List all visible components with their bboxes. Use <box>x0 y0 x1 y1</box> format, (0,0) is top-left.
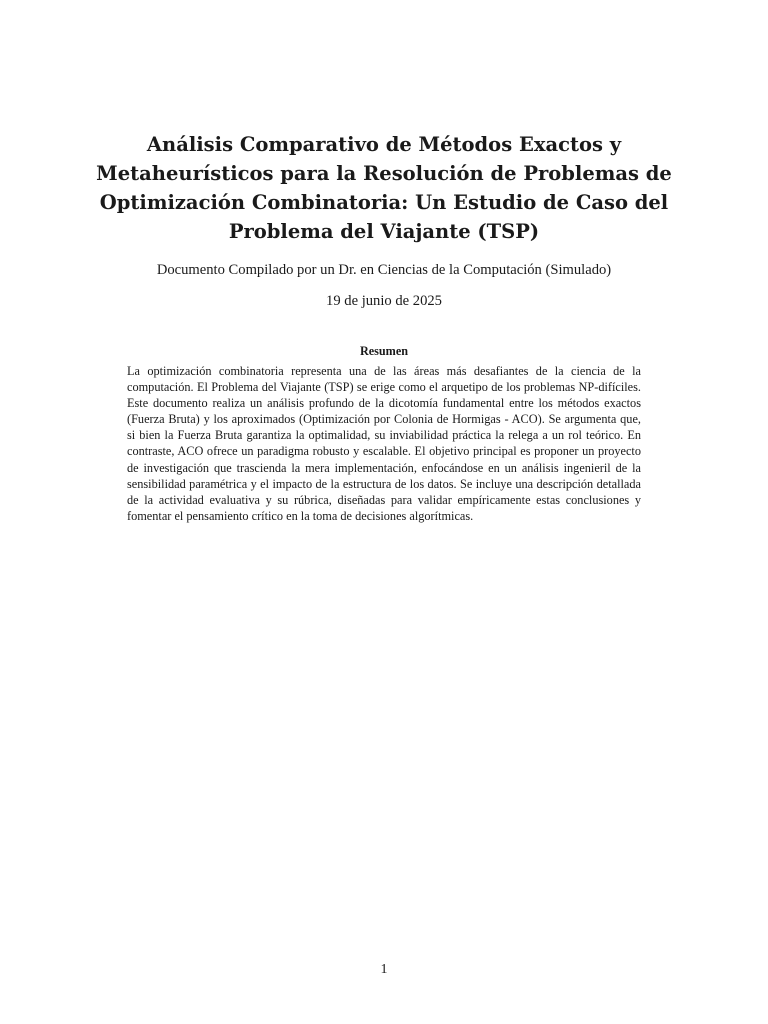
page-number: 1 <box>380 962 388 977</box>
abstract-heading: Resumen <box>359 344 409 358</box>
date-line: 19 de junio de 2025 <box>326 293 442 309</box>
author-line: Documento Compilado por un Dr. en Ciencias de la Computación (Simulado) <box>156 262 612 278</box>
abstract-body: La optimización combinatoria representa una de las áreas más desafiantes de la ciencia de la computación. El Problema del Viajante (TSP) se erige como el arquetipo de los problemas NP-difíciles. Este documento realiza un análisis profundo de la dicotomía fundamental entre los métodos exactos (Fuerza Bruta) y los aproximados (Optimización por Colonia de Hormigas - ACO). Se argumenta que, si bien la Fuerza Bruta garantiza la optimalidad, su inviabilidad práctica la relega a un rol teórico. En contraste, ACO ofrece un paradigma robusto y escalable. El objetivo principal es proponer un proyecto de investigación que trascienda la mera implementación, enfocándose en un análisis ingenieril de la sensibilidad paramétrica y el impacto de la estructura de los datos. Se incluye una descripción detallada de la actividad evaluativa y su rúbrica, diseñadas para validar empíricamente estas conclusiones y fomentar el pensamiento crítico en la toma de decisiones algorítmicas. <box>127 364 641 523</box>
paper-title: Análisis Comparativo de Métodos Exactos y Metaheurísticos para la Resolución de Problemas de Optimización Combinatoria: Un Estudio de Caso del Problema del Viajante (TSP) <box>96 133 672 243</box>
